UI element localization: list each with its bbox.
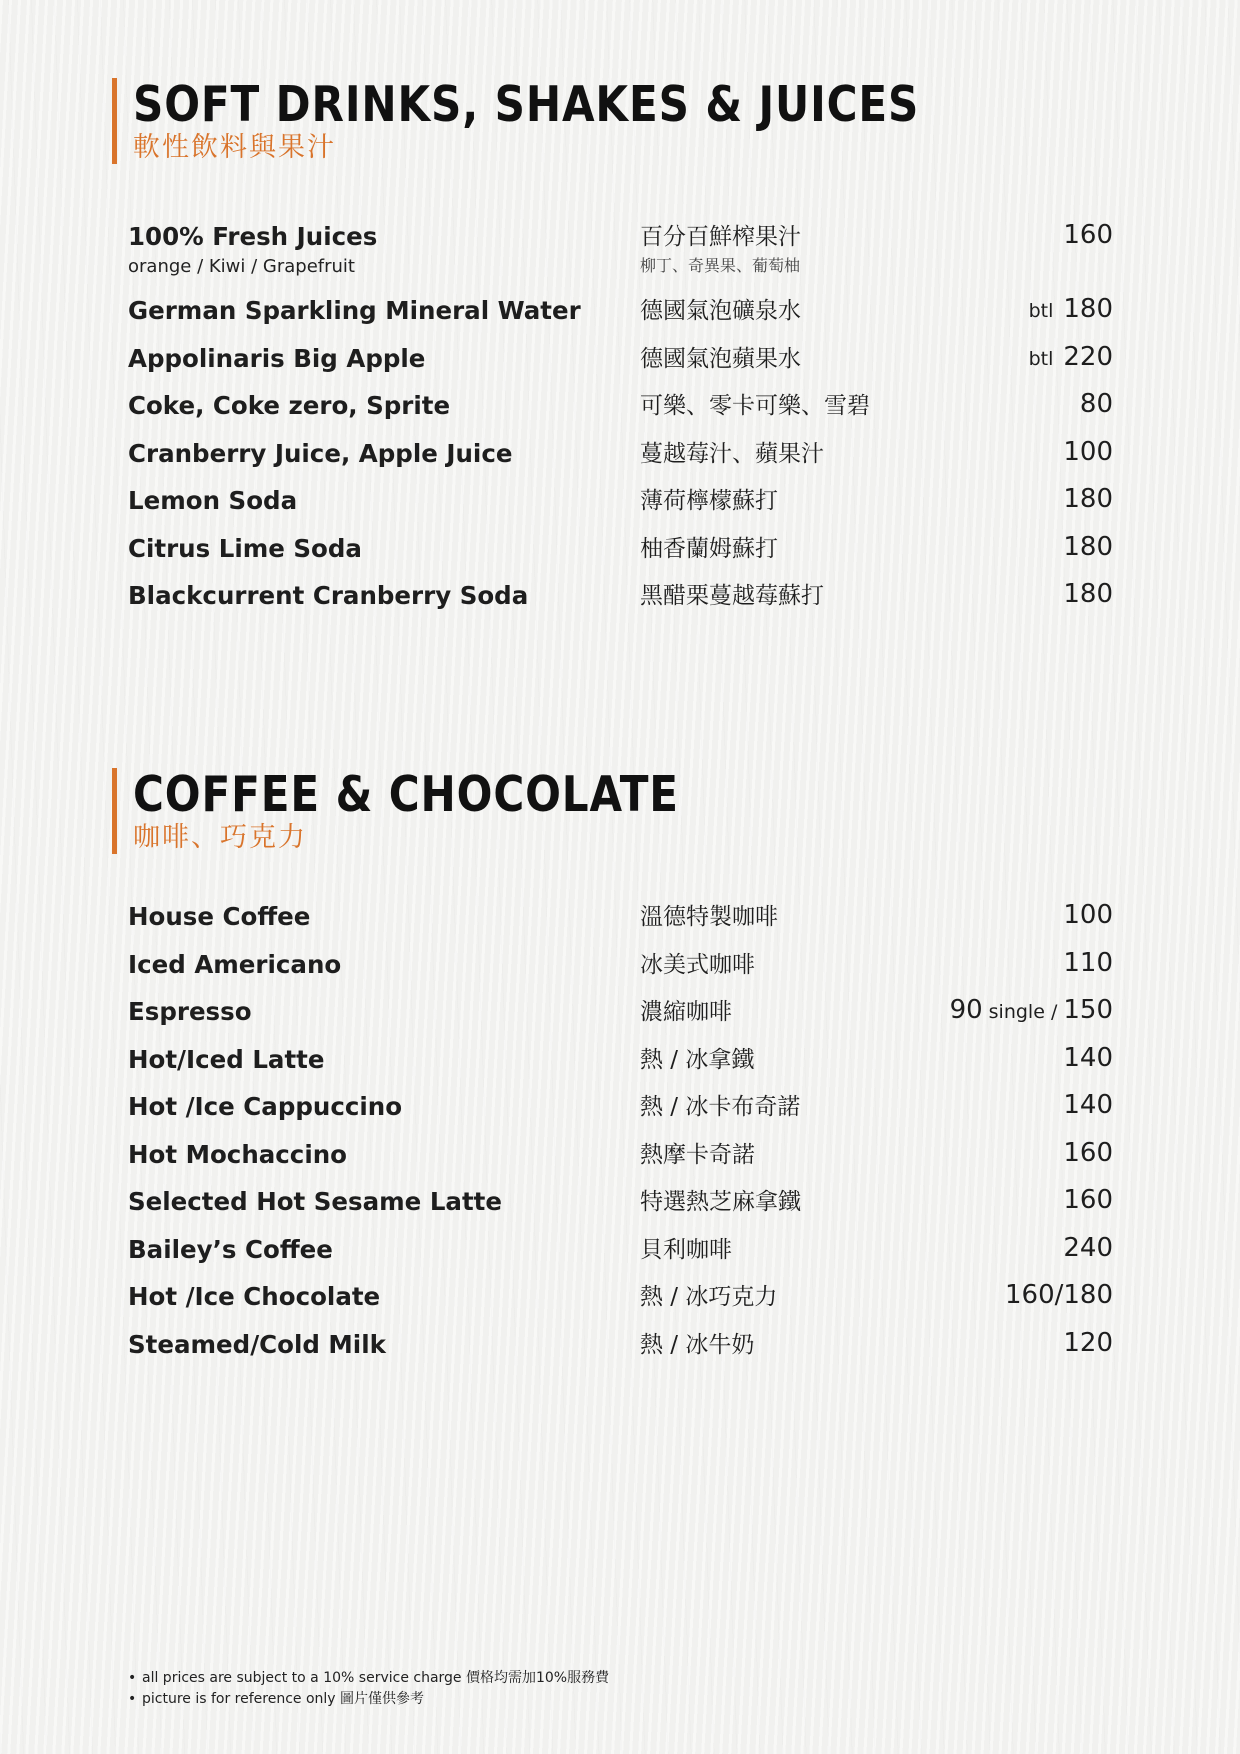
item-name-zh: 濃縮咖啡 <box>640 999 732 1025</box>
coffee-chocolate-list <box>128 902 1113 1377</box>
price-unit: btl <box>1028 347 1054 370</box>
menu-item <box>128 997 1113 1045</box>
section-title: SOFT DRINKS, SHAKES & JUICES <box>133 76 920 133</box>
item-name-zh: 可樂、零卡可樂、雪碧 <box>640 393 870 419</box>
menu-item <box>128 341 1113 392</box>
item-price: 160 <box>1063 1185 1113 1215</box>
item-price: 180 <box>1063 531 1113 562</box>
item-description-zh: 柳丁、奇異果、葡萄柚 <box>640 256 801 275</box>
item-description-en: orange / Kiwi / Grapefruit <box>128 256 355 277</box>
item-name-zh: 熱 / 冰巧克力 <box>640 1284 778 1310</box>
item-price: 100 <box>1063 436 1113 467</box>
menu-item <box>128 1092 1113 1140</box>
item-name-en: Hot /Ice Cappuccino <box>128 1092 403 1121</box>
item-name-en: Hot Mochaccino <box>128 1139 348 1169</box>
item-name-en: Hot/Iced Latte <box>128 1044 325 1074</box>
item-price: 160 <box>1063 1137 1113 1168</box>
menu-item <box>128 1327 1113 1378</box>
item-name-en: German Sparkling Mineral Water <box>128 296 581 325</box>
price-unit: btl <box>1028 300 1054 322</box>
coffee-chocolate-header <box>112 768 768 854</box>
section-title: COFFEE & CHOCOLATE <box>133 766 679 823</box>
menu-item <box>128 1042 1113 1093</box>
item-price: 140 <box>1063 1090 1113 1120</box>
picture-reference-note: • picture is for reference only 圖片僅供參考 <box>128 1689 609 1710</box>
footer-notes <box>128 1668 609 1710</box>
soft-drinks-list <box>128 222 1113 629</box>
item-price: 240 <box>1063 1232 1113 1263</box>
menu-item <box>128 486 1113 534</box>
item-name-en: Coke, Coke zero, Sprite <box>128 391 451 420</box>
item-price: btl 220 <box>1028 341 1113 372</box>
item-name-zh: 熱 / 冰卡布奇諾 <box>640 1094 801 1120</box>
item-name-en: Lemon Soda <box>128 486 298 515</box>
item-price: 180 <box>1063 484 1113 514</box>
item-name-zh: 溫德特製咖啡 <box>640 904 778 930</box>
menu-item <box>128 222 1113 296</box>
item-name-en: House Coffee <box>128 902 311 931</box>
item-name-en: Hot /Ice Chocolate <box>128 1282 381 1311</box>
item-price: 160/180 <box>1004 1280 1113 1310</box>
item-name-zh: 德國氣泡礦泉水 <box>640 298 801 324</box>
item-name-zh: 柚香蘭姆蘇打 <box>640 535 778 562</box>
item-price: 90 single / 150 <box>949 995 1113 1025</box>
item-name-en: Appolinaris Big Apple <box>128 343 426 373</box>
item-price: 120 <box>1063 1327 1113 1358</box>
soft-drinks-header <box>112 78 1047 164</box>
item-name-zh: 德國氣泡蘋果水 <box>640 345 801 372</box>
item-name-en: Blackcurrent Cranberry Soda <box>128 581 529 610</box>
item-name-en: Espresso <box>128 997 252 1026</box>
item-price: 160 <box>1063 220 1113 250</box>
item-name-zh: 蔓越莓汁、蘋果汁 <box>640 440 824 467</box>
menu-item <box>128 947 1113 998</box>
item-name-zh: 百分百鮮榨果汁 <box>640 224 801 250</box>
item-price: 80 <box>1079 389 1113 419</box>
item-name-en: Selected Hot Sesame Latte <box>128 1187 503 1216</box>
item-name-en: Steamed/Cold Milk <box>128 1329 386 1359</box>
item-price: 100 <box>1063 900 1113 930</box>
section-subtitle: 軟性飲料與果汁 <box>133 132 336 163</box>
item-price: 110 <box>1063 947 1113 978</box>
item-name-zh: 熱摩卡奇諾 <box>640 1141 755 1168</box>
menu-item <box>128 391 1113 439</box>
menu-item <box>128 531 1113 582</box>
section-subtitle: 咖啡、巧克力 <box>133 822 307 853</box>
item-name-zh: 熱 / 冰拿鐵 <box>640 1046 755 1073</box>
service-charge-note: • all prices are subject to a 10% service charge 價格均需加10%服務費 <box>128 1668 609 1689</box>
menu-item <box>128 902 1113 950</box>
item-name-zh: 貝利咖啡 <box>640 1236 732 1263</box>
menu-item <box>128 581 1113 629</box>
menu-item <box>128 1187 1113 1235</box>
menu-item <box>128 1137 1113 1188</box>
item-name-en: Bailey’s Coffee <box>128 1234 333 1264</box>
item-name-en: Citrus Lime Soda <box>128 533 362 563</box>
item-name-zh: 熱 / 冰牛奶 <box>640 1331 755 1358</box>
menu-item <box>128 436 1113 487</box>
item-name-zh: 特選熱芝麻拿鐵 <box>640 1189 801 1215</box>
item-price: 180 <box>1063 579 1113 609</box>
item-name-en: Iced Americano <box>128 949 342 979</box>
menu-item <box>128 296 1113 344</box>
item-name-zh: 黑醋栗蔓越莓蘇打 <box>640 583 824 609</box>
item-name-en: Cranberry Juice, Apple Juice <box>128 438 513 468</box>
item-price: btl 180 <box>1028 294 1113 324</box>
bullet-icon: • <box>128 1670 137 1686</box>
price-note: single / <box>988 1001 1058 1023</box>
item-name-zh: 薄荷檸檬蘇打 <box>640 488 778 514</box>
bullet-icon: • <box>128 1691 137 1707</box>
item-price: 140 <box>1063 1042 1113 1073</box>
item-name-en: 100% Fresh Juices <box>128 222 378 251</box>
menu-item <box>128 1282 1113 1330</box>
menu-item <box>128 1232 1113 1283</box>
item-name-zh: 冰美式咖啡 <box>640 951 755 978</box>
